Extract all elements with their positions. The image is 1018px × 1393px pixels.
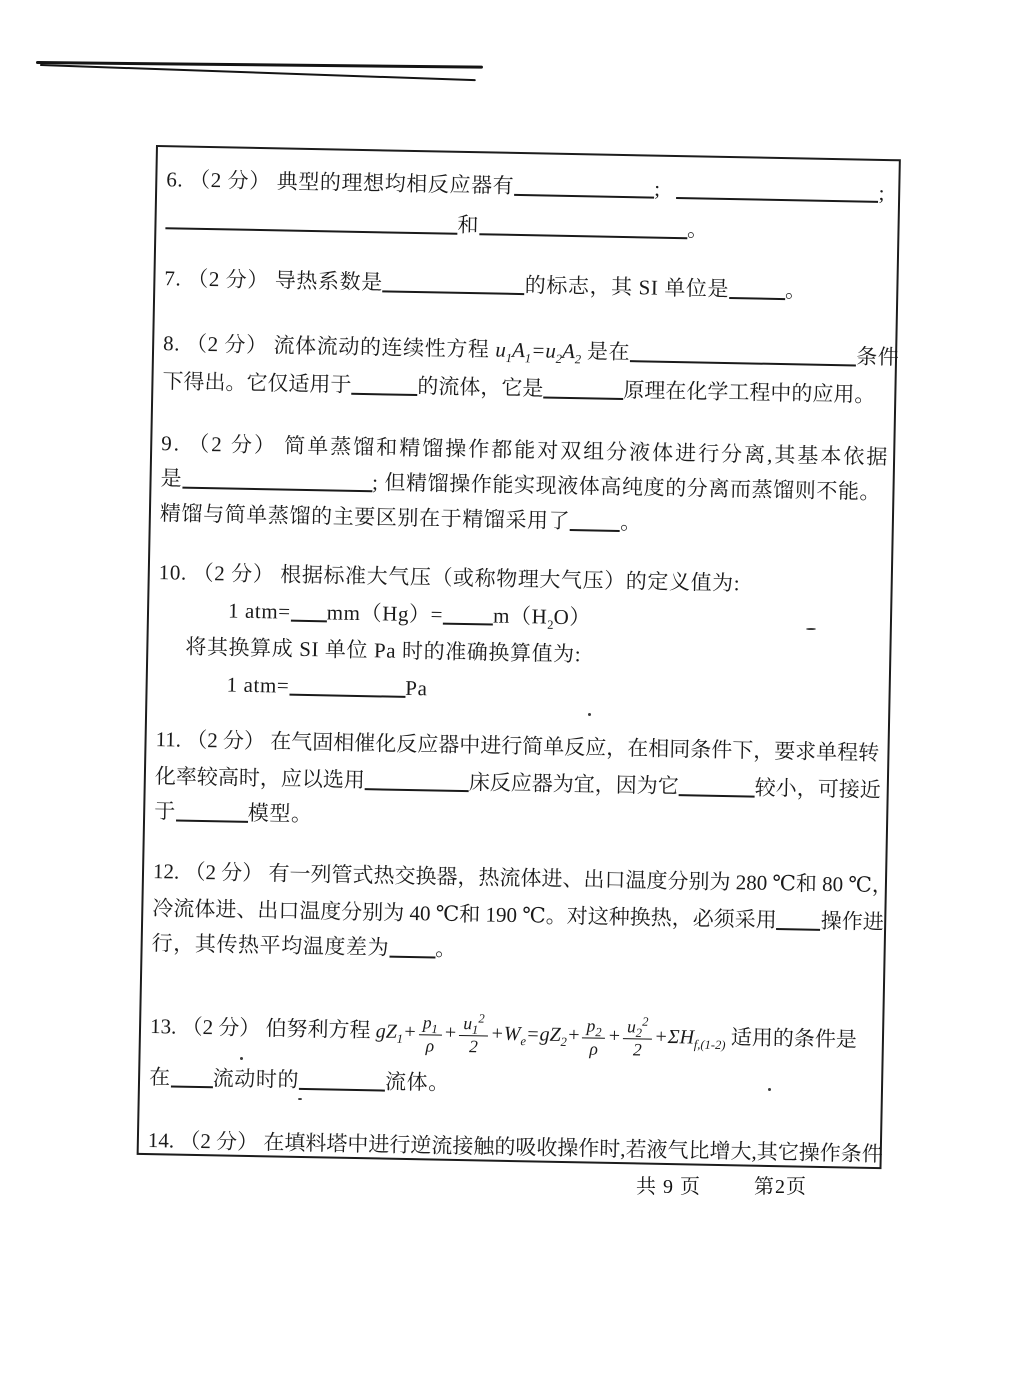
blank-field <box>777 908 821 931</box>
fraction-part: 2 <box>632 1039 642 1060</box>
text-run: 13. （2 分） 伯努利方程 <box>149 1014 377 1043</box>
spacer <box>661 194 677 196</box>
blank-field <box>289 674 405 698</box>
blank-field <box>165 207 457 235</box>
subscript: 2 <box>574 352 582 367</box>
text-run: mm（Hg）= <box>326 600 444 627</box>
question-line <box>164 259 891 311</box>
question-11 <box>154 721 882 842</box>
text-run: 将其换算成 SI 单位 Pa 时的准确换算值为: <box>185 634 582 667</box>
text-run: 模型。 <box>247 800 313 827</box>
blank-field <box>383 270 525 295</box>
blank-field <box>299 1068 385 1092</box>
superscript: 2 <box>642 1014 649 1029</box>
subscript: 2 <box>595 1025 602 1040</box>
subscript: 1 <box>471 1022 479 1037</box>
blank-field <box>679 774 755 797</box>
fraction <box>623 1014 653 1060</box>
math-run: $+\Sigma H_{f,(1-2)}$ <box>653 1025 726 1053</box>
text-run: 6. （2 分） 典型的理想均相反应器有 <box>166 167 515 198</box>
text-run: 。 <box>435 936 458 961</box>
math-run: + <box>607 1024 622 1048</box>
blank-field <box>291 600 327 623</box>
text-run: 1 atm= <box>226 672 290 698</box>
question-7 <box>164 259 891 311</box>
exam-box <box>137 145 901 1169</box>
blank-field <box>443 603 493 626</box>
subscript: 2 <box>547 617 554 632</box>
fraction <box>418 1013 442 1056</box>
blank-field <box>365 768 469 792</box>
text-run: 于 <box>153 799 177 824</box>
text-run: ; 但精馏操作能实现液体高纯度的分离而蒸馏则不能。 <box>371 470 882 504</box>
fraction-part: $p_2$ <box>582 1016 605 1038</box>
text-run: 14. （2 分） 在填料塔中进行逆流接触的吸收操作时,若液气比增大,其它操作条件 <box>147 1128 883 1167</box>
fraction-part: $u_2^2$ <box>623 1017 653 1039</box>
blank-field <box>543 376 623 400</box>
subscript: 2 <box>635 1025 643 1041</box>
blank-field <box>182 467 372 493</box>
question-8 <box>162 324 900 414</box>
text-run: 冷流体进、出口温度分别为 40 ℃和 190 ℃。对这种换热，必须采用 <box>152 896 777 933</box>
text-run: 。 <box>686 217 709 242</box>
text-run: 8. （2 分） 流体流动的连续性方程 <box>162 331 496 362</box>
text-run: 化率较高时，应以选用 <box>154 764 366 793</box>
text-run: 9. （2 分） 简单蒸馏和精馏操作都能对双组分液体进行分离,其基本依据 <box>161 431 890 470</box>
spacer <box>157 651 185 654</box>
subscript: 1 <box>505 350 513 366</box>
question-14 <box>147 1127 883 1167</box>
blank-field <box>171 1065 213 1088</box>
text-run: 。 <box>784 278 807 303</box>
subscript: 1 <box>396 1031 404 1046</box>
question-9 <box>160 426 888 545</box>
blank-field <box>176 800 248 823</box>
footer-total-pages: 共 9 页 <box>636 1176 701 1198</box>
text-run: 条件 <box>855 344 900 370</box>
question-10 <box>156 554 885 716</box>
text-run: 7. （2 分） 导热系数是 <box>164 266 384 295</box>
text-run: ; <box>878 180 886 206</box>
text-run: 是 <box>160 466 183 491</box>
fraction-part: $u_1^2$ <box>459 1014 489 1036</box>
blank-field <box>479 213 687 239</box>
subscript: 2 <box>560 1034 567 1050</box>
spacer <box>158 614 228 617</box>
fraction-part: 2 <box>468 1035 479 1057</box>
text-run: 适用的条件是 <box>725 1025 858 1052</box>
fraction <box>582 1016 606 1059</box>
subscript: f,(1-2) <box>693 1037 726 1053</box>
blank-field <box>570 509 620 532</box>
blank-field <box>676 177 878 203</box>
fraction-part: ρ <box>589 1038 599 1059</box>
subscript: 1 <box>524 351 532 366</box>
blank-field <box>351 373 417 396</box>
fraction <box>459 1011 489 1057</box>
text-run: 下得出。它仅适用于 <box>162 369 352 397</box>
question-12 <box>151 853 894 974</box>
fraction-part: $p_1$ <box>419 1013 442 1035</box>
question-13 <box>149 993 877 1110</box>
text-run: 的流体，它是 <box>417 374 544 401</box>
text-run: 床反应器为宜，因为它 <box>468 770 680 799</box>
question-line <box>147 1127 883 1167</box>
text-run: 在 <box>148 1065 171 1090</box>
text-run: 精馏与简单蒸馏的主要区别在于精馏采用了 <box>159 501 571 534</box>
question-6 <box>165 159 892 253</box>
blank-field <box>514 174 654 199</box>
text-run: 流体。 <box>384 1069 451 1095</box>
spacer <box>157 688 227 691</box>
text-run: 较小，可接近 <box>754 775 881 803</box>
text-run: 和 <box>457 212 480 238</box>
text-run: 流动时的 <box>212 1066 300 1092</box>
text-run: $m(H_2O)$ <box>492 603 592 632</box>
text-run: 的标志，其 SI 单位是 <box>524 273 730 302</box>
blank-field <box>389 936 435 959</box>
fraction-part: ρ <box>425 1035 435 1056</box>
text-run: ; <box>654 176 661 201</box>
math-run: + <box>443 1021 458 1044</box>
blank-field <box>729 277 785 300</box>
text-run: Pa <box>405 675 428 701</box>
text-run: 。 <box>620 509 643 535</box>
text-run: 行，其传热平均温度差为 <box>151 931 390 960</box>
blank-field <box>630 340 856 366</box>
text-run: 原理在化学工程中的应用。 <box>623 378 876 407</box>
subscript: 2 <box>555 351 563 367</box>
text-run: 11. （2 分） 在气固相催化反应器中进行简单反应，在相同条件下，要求单程转 <box>155 727 880 765</box>
math-run: $u_1A_1=u_2A_2$ <box>495 337 582 367</box>
superscript: 2 <box>478 1011 485 1026</box>
footer-page-number: 第2页 <box>754 1176 807 1198</box>
subscript: 1 <box>431 1022 438 1037</box>
text-run: 10. （2 分） 根据标准大气压（或称物理大气压）的定义值为: <box>158 560 741 596</box>
text-run: 是在 <box>580 339 631 365</box>
text-run: 12. （2 分） 有一列管式热交换器，热流体进、出口温度分别为 280 ℃和 80 ℃， <box>152 859 894 898</box>
math-run: $gZ_1+$ <box>375 1020 417 1046</box>
math-run: $+W_e=gZ_2+$ <box>490 1022 581 1050</box>
subscript: e <box>520 1034 527 1049</box>
text-run: 操作进 <box>820 908 884 935</box>
text-run: 1 atm= <box>227 598 291 624</box>
